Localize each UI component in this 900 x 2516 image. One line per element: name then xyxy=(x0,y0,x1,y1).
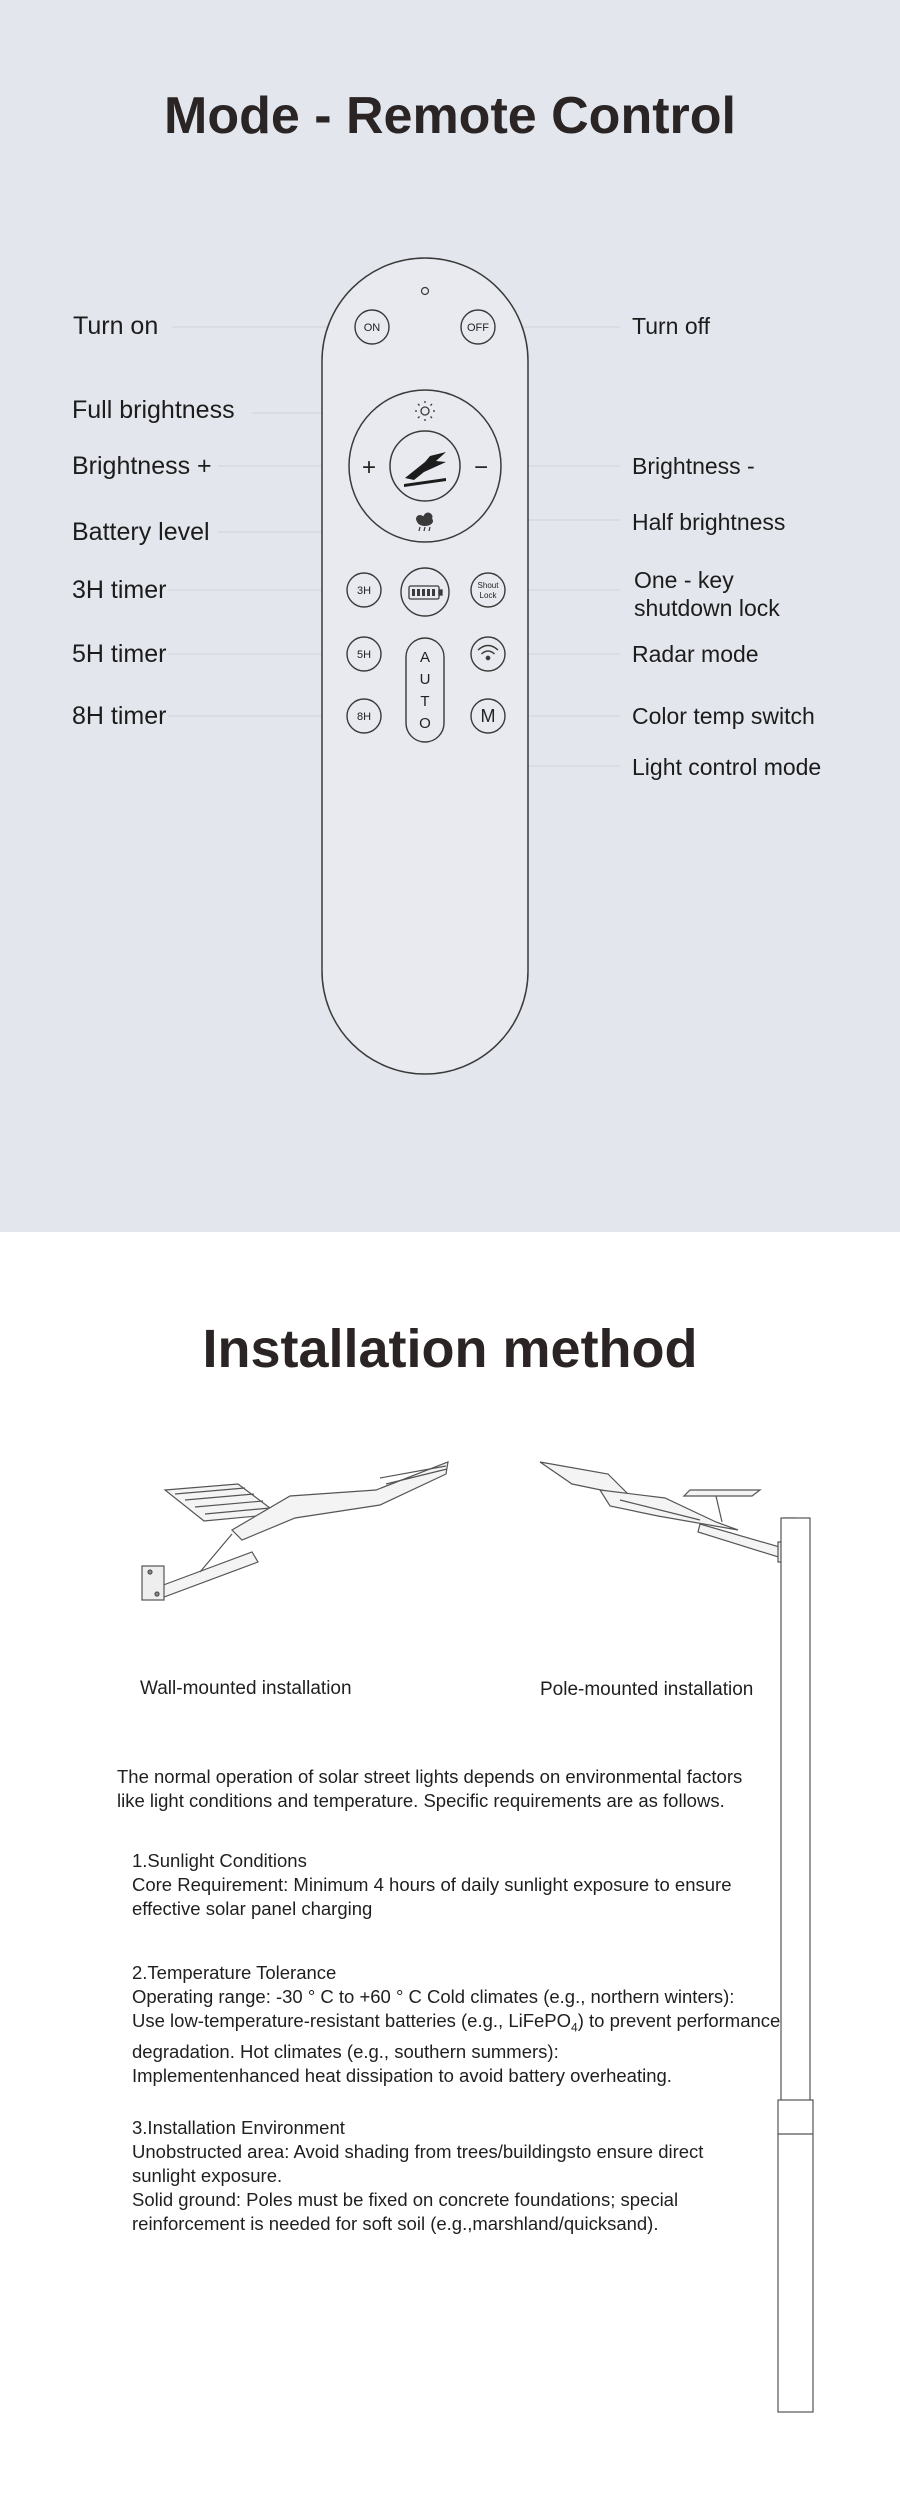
wall-mounted-light-icon xyxy=(142,1462,448,1600)
auto-letter-u[interactable]: U xyxy=(419,671,431,688)
label-3h-timer: 3H timer xyxy=(72,576,167,604)
wall-mounted-caption: Wall-mounted installation xyxy=(140,1678,352,1699)
remote-title: Mode - Remote Control xyxy=(164,87,736,145)
brightness-plus-button[interactable]: + xyxy=(361,454,377,481)
environment-body-2: Solid ground: Poles must be fixed on concrete foundations; special reinforcement is needed for soft soil (e.g.,marshland/quicksand). xyxy=(132,2189,679,2234)
environment-section xyxy=(132,2116,732,2236)
label-brightness-plus: Brightness + xyxy=(72,452,212,480)
label-8h-timer: 8H timer xyxy=(72,702,167,730)
temperature-body-pre: Use low-temperature-resistant batteries (e.g., LiFePO xyxy=(132,2010,572,2031)
auto-letter-t[interactable]: T xyxy=(420,693,430,710)
off-button[interactable]: OFF xyxy=(467,322,489,334)
temperature-body-end: Implementenhanced heat dissipation to avoid battery overheating. xyxy=(132,2064,672,2086)
label-color-temp: Color temp switch xyxy=(632,703,815,729)
intro-paragraph xyxy=(117,1765,767,1813)
install-title: Installation method xyxy=(202,1319,698,1379)
label-light-control: Light control mode xyxy=(632,754,822,780)
shout-button-label[interactable]: Shout xyxy=(477,581,499,590)
label-radar-mode: Radar mode xyxy=(632,641,759,667)
3h-button[interactable]: 3H xyxy=(356,585,372,597)
8h-button[interactable]: 8H xyxy=(356,711,372,723)
temperature-section xyxy=(132,1961,782,2088)
label-battery-level: Battery level xyxy=(72,518,210,546)
temperature-range: Operating range: -30 ° C to +60 ° C Cold climates (e.g., northern winters): xyxy=(132,1986,735,2007)
lifepo4-subscript: 4 xyxy=(571,2020,578,2035)
temperature-heading: 2.Temperature Tolerance xyxy=(132,1962,337,1983)
sunlight-heading: 1.Sunlight Conditions xyxy=(132,1850,307,1871)
lock-button-label[interactable]: Lock xyxy=(479,591,497,600)
5h-button[interactable]: 5H xyxy=(356,649,372,661)
intro-text: The normal operation of solar street lights depends on environmental factors like light conditions and temperature. Specific requirements are as follows. xyxy=(117,1766,743,1811)
pole-mounted-light-icon xyxy=(540,1462,813,2412)
label-half-brightness: Half brightness xyxy=(632,509,786,535)
environment-body-1: Unobstructed area: Avoid shading from trees/buildingsto ensure direct sunlight exposure. xyxy=(132,2141,704,2186)
temperature-body xyxy=(132,2009,782,2064)
auto-letter-o[interactable]: O xyxy=(419,715,431,732)
auto-letter-a[interactable]: A xyxy=(419,649,431,666)
label-one-key-shutdown: One - key shutdown lock xyxy=(634,567,780,621)
pole-mounted-caption: Pole-mounted installation xyxy=(540,1679,754,1700)
on-button[interactable]: ON xyxy=(363,322,381,334)
m-button[interactable]: M xyxy=(480,706,496,726)
environment-heading: 3.Installation Environment xyxy=(132,2117,345,2138)
label-turn-off: Turn off xyxy=(632,313,710,339)
sunlight-body: Core Requirement: Minimum 4 hours of daily sunlight exposure to ensure effective solar panel charging xyxy=(132,1874,732,1919)
label-turn-on: Turn on xyxy=(73,312,159,340)
brightness-minus-button[interactable]: − xyxy=(473,454,489,481)
label-5h-timer: 5H timer xyxy=(72,640,167,668)
label-full-brightness: Full brightness xyxy=(72,396,235,424)
temperature-body-post: ) to prevent performance degradation. Hot climates (e.g., southern summers): xyxy=(132,2010,781,2062)
label-brightness-minus: Brightness - xyxy=(632,453,755,479)
sunlight-section xyxy=(132,1849,772,1921)
